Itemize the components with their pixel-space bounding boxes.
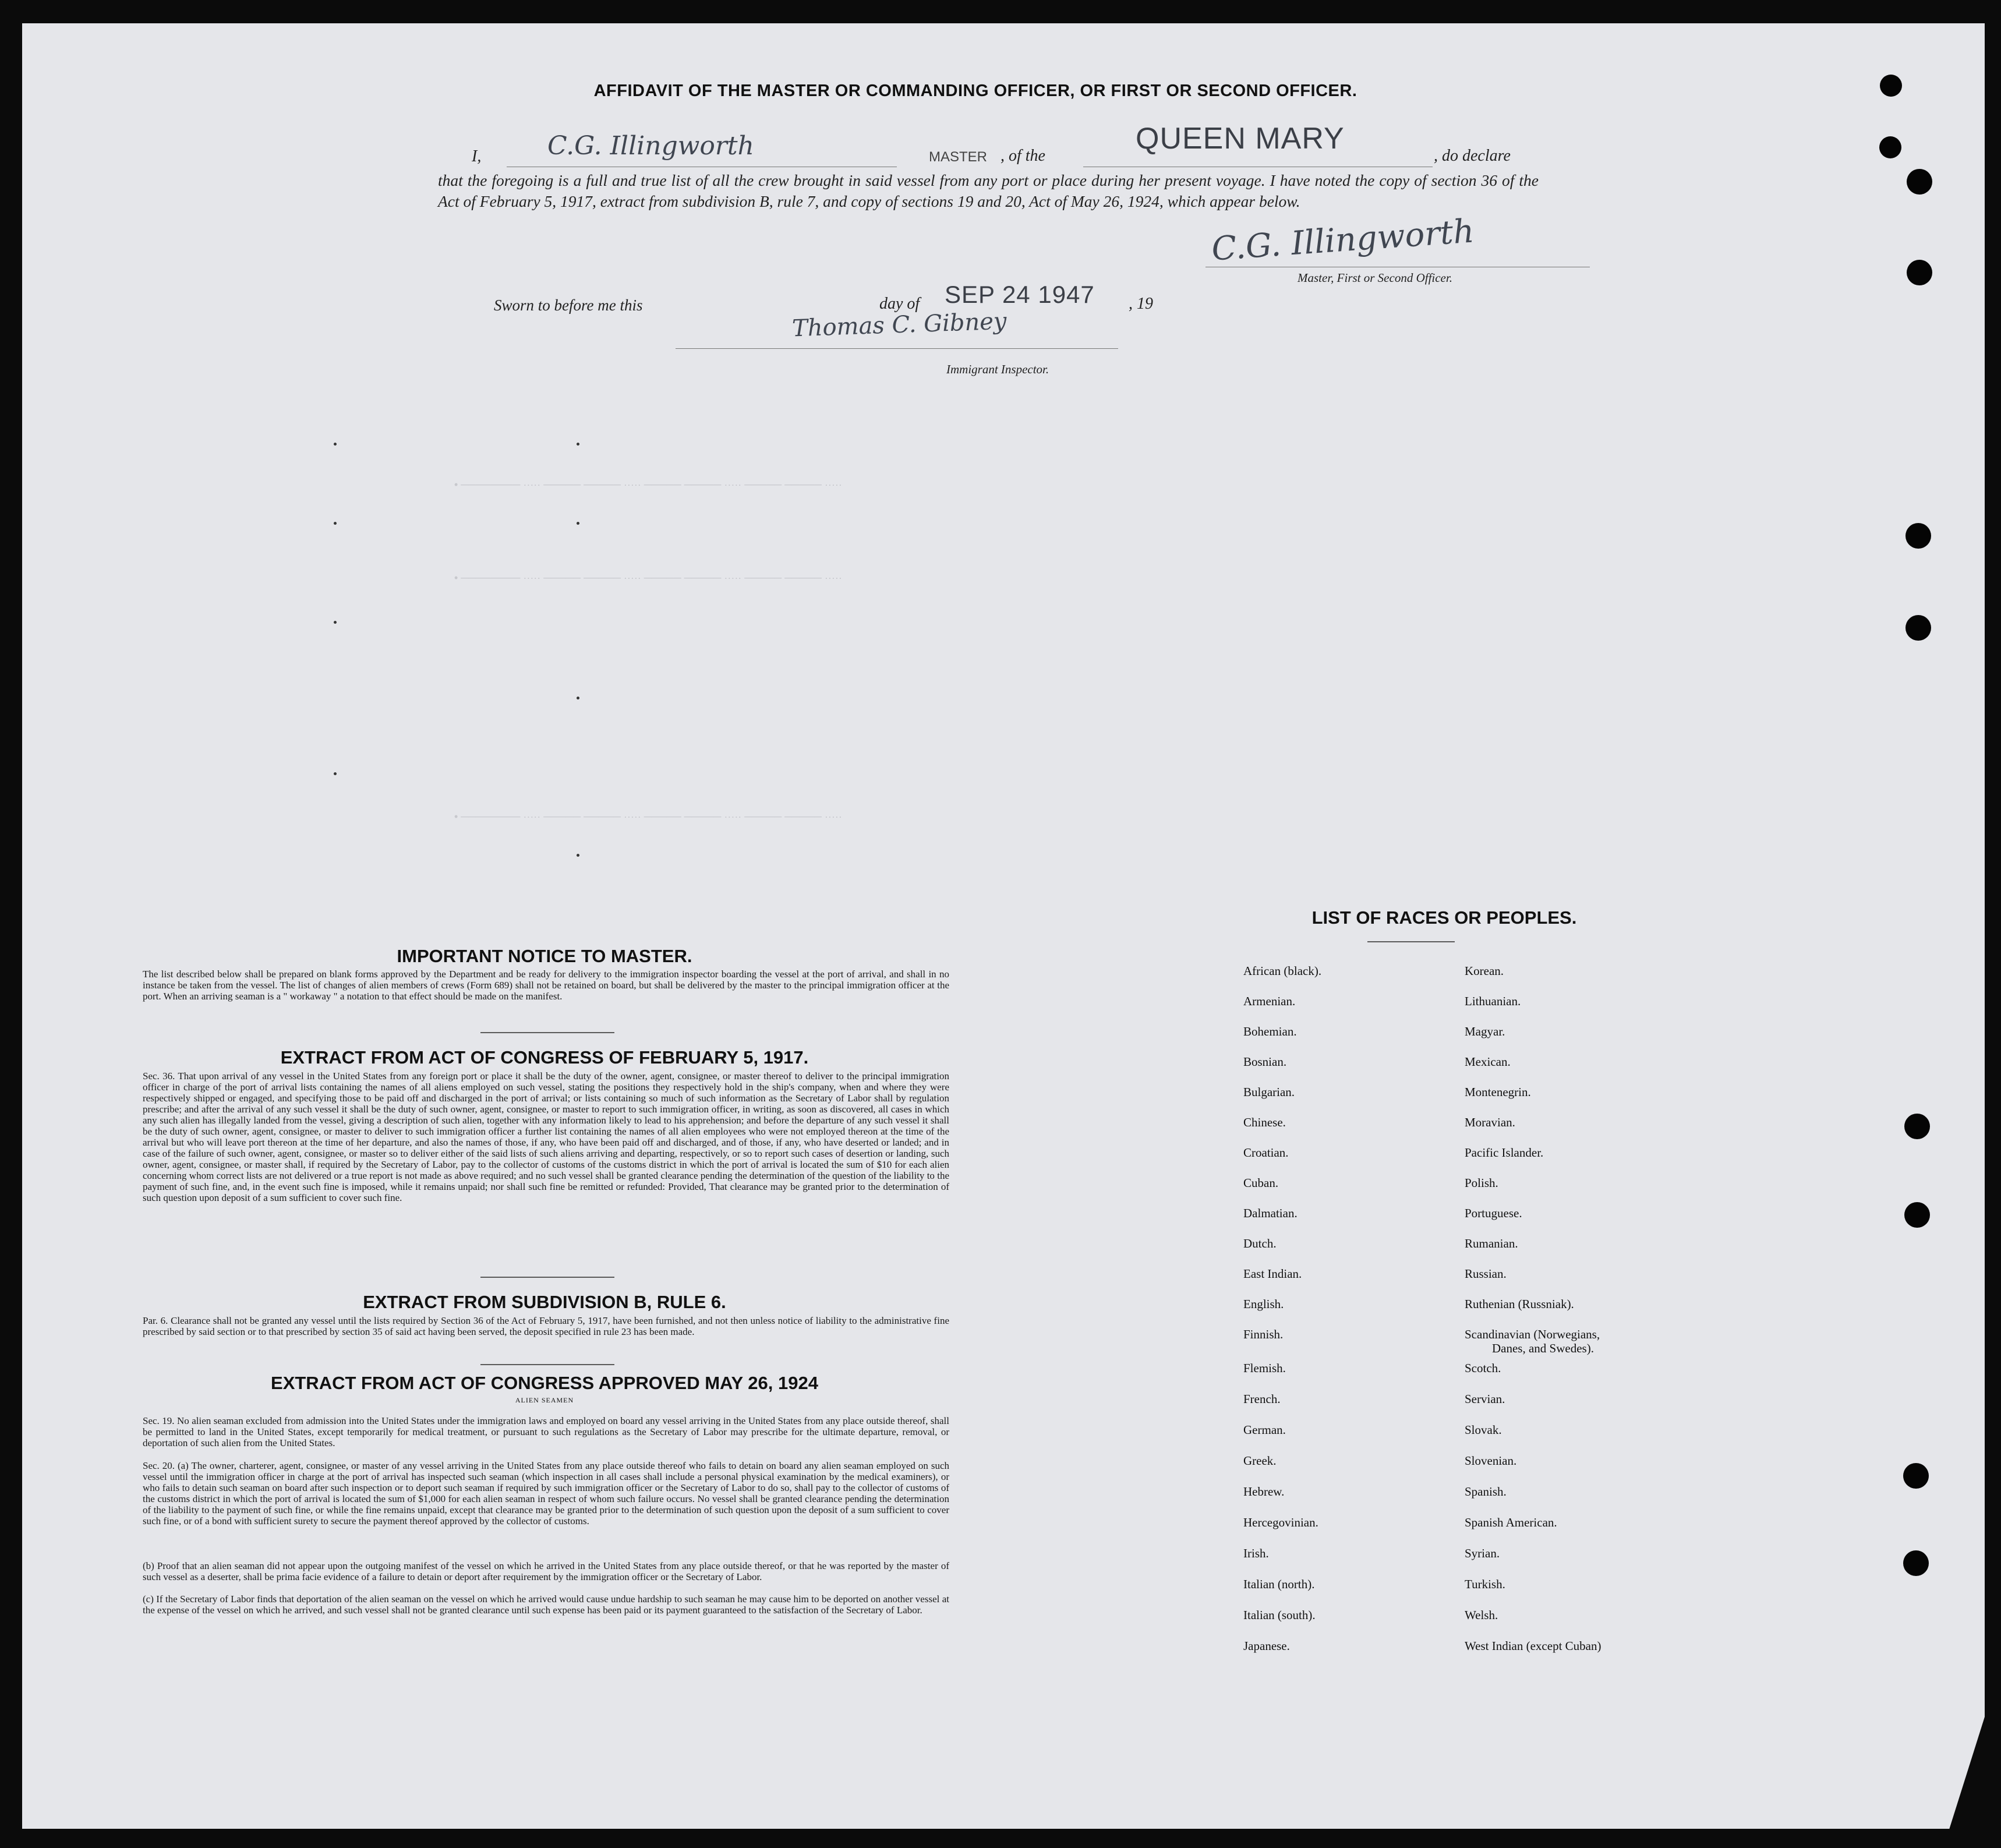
- inspector-caption: Immigrant Inspector.: [946, 362, 1049, 376]
- inspector-signature: Thomas C. Gibney: [791, 308, 1007, 342]
- race-item: Irish.: [1243, 1546, 1269, 1560]
- faint-mark: [334, 443, 337, 446]
- faint-mark: [577, 522, 579, 525]
- faint-mark: [334, 621, 337, 624]
- race-item: German.: [1243, 1423, 1286, 1437]
- race-item: Korean.: [1465, 964, 1504, 978]
- divider: [480, 1277, 614, 1278]
- race-item: Flemish.: [1243, 1361, 1286, 1375]
- master-name-handwritten: C.G. Illingworth: [547, 131, 754, 161]
- race-item: Slovenian.: [1465, 1454, 1517, 1468]
- race-item: Moravian.: [1465, 1115, 1515, 1129]
- faint-mark: [334, 772, 337, 775]
- of-the-label: , of the: [1000, 147, 1045, 165]
- race-item: Spanish American.: [1465, 1515, 1557, 1529]
- notice-body: The list described below shall be prepared on blank forms approved by the Department and be ready for delivery to the immigration inspector boarding the vessel at the port of arrival, and shall in no instance be taken from the vessel. The list of changes of alien members of crews (Form 689) shall not be retained on board, but shall be delivered by the master to the principal immigration officer at the port. When an arriving seaman is a " workaway " a notation to that effect should be made on the manifest.: [143, 969, 949, 1002]
- bleed-through-text: • ──────── ····· ───── ───── ····· ───── ───── ····· ───── ───── ·····: [454, 572, 842, 584]
- race-item: Italian (north).: [1243, 1577, 1315, 1591]
- year-prefix: , 19: [1129, 295, 1153, 313]
- punch-hole: [1904, 1114, 1930, 1139]
- race-item: Pacific Islander.: [1465, 1146, 1544, 1160]
- punch-hole: [1903, 1550, 1929, 1576]
- race-item: African (black).: [1243, 964, 1322, 978]
- race-item: West Indian (except Cuban): [1465, 1639, 1601, 1653]
- race-item: English.: [1243, 1297, 1284, 1311]
- extract-1917-title: EXTRACT FROM ACT OF CONGRESS OF FEBRUARY 5, 1917.: [280, 1047, 809, 1068]
- notice-title: IMPORTANT NOTICE TO MASTER.: [397, 946, 692, 966]
- race-item: Rumanian.: [1465, 1236, 1518, 1250]
- race-item: Greek.: [1243, 1454, 1277, 1468]
- extract-1917-body: Sec. 36. That upon arrival of any vessel in the United States from any foreign port or place it shall be the duty of the owner, agent, consignee, or master thereof to deliver to the principal immigration officer in charge of the port of arrival lists containing the names of all aliens employed on such vessel, stating the positions they respectively hold in the ship's company, when and where they were respectively shipped or engaged, and specifying those to be paid off and discharged in the port of arrival; or lists containing so much of such information as the Secretary of Labor shall by regulation prescribe; and after the arrival of any such vessel it shall be the duty of such owner, agent, consignee, or master to report to such immigration officer, in writing, as soon as discovered, all cases in which any such alien has illegally landed from the vessel, giving a description of such alien, together with any information likely to lead to his apprehension; and before the departure of any such vessel it shall be the duty of such owner, agent, consignee, or master to deliver to such immigration officer a further list containing the names of all alien employees who were not employed thereon at the time of the arrival but who will leave port thereon at the time of her departure, and also the names of those, if any, who have been paid off and discharged, and of those, if any, who have deserted or landed; and in case of the failure of such owner, agent, consignee, or master so to deliver either of the said lists of such aliens arriving and departing, respectively, or so to report such cases of desertion or landing, such owner, agent, consignee, or master shall, if required by the Secretary of Labor, pay to the collector of customs of the customs district in which the port of arrival is located the sum of $10 for each alien concerning whom correct lists are not delivered or a true report is not made as above required; and no such vessel shall be granted clearance pending the determination of the question of the liability to the payment of such fine, and, in the event such fine is imposed, while it remains unpaid; nor shall such fine be remitted or refunded: Provided, That clearance may be granted prior to the determination of such question upon deposit of a sum sufficient to cover such fine.: [143, 1070, 949, 1203]
- race-item: Welsh.: [1465, 1608, 1498, 1622]
- race-item: Hebrew.: [1243, 1485, 1285, 1499]
- sec-19-text: Sec. 19. No alien seaman excluded from admission into the United States under the immigration laws and employed on board any vessel arriving in the United States from any place outside thereof, shall be permitted to land in the United States, except temporarily for medical treatment, or pursuant to such regulations as the Secretary of Labor may prescribe for the ultimate departure, removal, or deportation of such alien from the United States.: [143, 1415, 949, 1448]
- faint-mark: [577, 697, 579, 699]
- race-item: Russian.: [1465, 1267, 1507, 1281]
- bleed-through-text: • ──────── ····· ───── ───── ····· ───── ───── ····· ───── ───── ·····: [454, 811, 842, 822]
- race-item-continuation: Danes, and Swedes).: [1492, 1341, 1594, 1355]
- race-item: Syrian.: [1465, 1546, 1500, 1560]
- sec-20a-text: Sec. 20. (a) The owner, charterer, agent, consignee, or master of any vessel arriving in the United States from any place outside thereof who fails to detain on board any alien seaman employed on such vessel until the immigration officer in charge at the port of arrival has inspected such seaman (which inspection in all cases shall include a personal physical examination by the medical examiners), or who fails to detain such seaman on board after such inspection or to deport such seaman if required by such immigration officer or the Secretary of Labor to do so, shall pay to the collector of customs of the customs district in which the port of arrival is located the sum of $1,000 for each alien seaman in respect of whom such failure occurs. No vessel shall be granted clearance pending the determination of the liability to the payment of such fine, or while the fine remains unpaid, except that clearance may be granted prior to the determination of such question upon the deposit of a sum sufficient to cover such fine, or of a bond with sufficient surety to secure the payment thereof approved by the collector of customs.: [143, 1460, 949, 1527]
- affidavit-i: I,: [472, 147, 482, 165]
- race-item: Japanese.: [1243, 1639, 1290, 1653]
- bleed-through-text: • ──────── ····· ───── ───── ····· ───── ───── ····· ───── ───── ·····: [454, 479, 842, 490]
- race-item: Spanish.: [1465, 1485, 1507, 1499]
- declaration-text: that the foregoing is a full and true list of all the crew brought in said vessel from any port or place during her present voyage. I have noted the copy of section 36 of the Act of February 5, 1917, extract from subdivision B, rule 7, and copy of sections 19 and 20, Act of May 26, 1924, which appear below.: [438, 171, 1539, 210]
- faint-mark: [577, 443, 579, 446]
- punch-hole: [1905, 615, 1931, 641]
- race-item: Bulgarian.: [1243, 1085, 1295, 1099]
- race-item: Portuguese.: [1465, 1206, 1522, 1220]
- sworn-text: Sworn to before me this: [494, 296, 643, 314]
- divider: [480, 1032, 614, 1033]
- race-item: Scandinavian (Norwegians,: [1465, 1327, 1600, 1341]
- master-label: MASTER: [929, 149, 988, 165]
- sec-20c-text: (c) If the Secretary of Labor finds that deportation of the alien seaman on the vessel on which he arrived would cause undue hardship to such seaman he may cause him to be deported on another vessel at the expense of the vessel on which he arrived, and such vessel shall not be granted clearance until such expense has been paid or its payment guaranteed to the satisfaction of the Secretary of Labor.: [143, 1593, 949, 1616]
- punch-hole: [1879, 136, 1901, 158]
- race-item: Hercegovinian.: [1243, 1515, 1318, 1529]
- faint-mark: [334, 522, 337, 525]
- race-item: Dalmatian.: [1243, 1206, 1298, 1220]
- affidavit-title: AFFIDAVIT OF THE MASTER OR COMMANDING OFFICER, OR FIRST OR SECOND OFFICER.: [593, 82, 1357, 100]
- race-item: Cuban.: [1243, 1176, 1279, 1190]
- race-item: French.: [1243, 1392, 1281, 1406]
- date-stamp: SEP 24 1947: [945, 281, 1095, 308]
- day-of-label: day of: [879, 295, 920, 313]
- punch-hole: [1903, 1463, 1929, 1489]
- inspector-line: [676, 348, 1118, 349]
- punch-hole: [1880, 75, 1902, 97]
- do-declare-label: , do declare: [1434, 147, 1511, 165]
- race-item: Magyar.: [1465, 1024, 1505, 1038]
- race-item: Ruthenian (Russniak).: [1465, 1297, 1574, 1311]
- punch-hole: [1907, 169, 1932, 195]
- subdivision-b-title: EXTRACT FROM SUBDIVISION B, RULE 6.: [363, 1292, 726, 1312]
- race-item: Turkish.: [1465, 1577, 1505, 1591]
- races-title: LIST OF RACES OR PEOPLES.: [1311, 907, 1577, 928]
- races-title-rule: [1367, 941, 1455, 942]
- subdivision-b-body: Par. 6. Clearance shall not be granted any vessel until the lists required by Section 36 of the Act of February 5, 1917, have been furnished, and not then unless notice of liability to the administrative fine prescribed by said section or to that prescribed by section 35 of said act having been served, the deposit specified in rule 23 has been made.: [143, 1315, 949, 1337]
- extract-1924-title: EXTRACT FROM ACT OF CONGRESS APPROVED MAY 26, 1924: [271, 1373, 818, 1393]
- punch-hole: [1907, 260, 1932, 285]
- sec-20b-text: (b) Proof that an alien seaman did not appear upon the outgoing manifest of the vessel on which he arrived in the United States from any place outside thereof, or that he was reported by the master of such vessel as a deserter, shall be prima facie evidence of a failure to detain or deport after requirement by the immigration officer or the Secretary of Labor.: [143, 1560, 949, 1582]
- divider: [480, 1364, 614, 1365]
- punch-hole: [1904, 1202, 1930, 1228]
- race-item: Servian.: [1465, 1392, 1505, 1406]
- race-item: Armenian.: [1243, 994, 1296, 1008]
- vessel-name-stamp: QUEEN MARY: [1136, 122, 1345, 156]
- master-signature: C.G. Illingworth: [1210, 212, 1476, 268]
- race-item: Polish.: [1465, 1176, 1498, 1190]
- faint-mark: [577, 854, 579, 857]
- race-item: Croatian.: [1243, 1146, 1289, 1160]
- race-item: East Indian.: [1243, 1267, 1302, 1281]
- race-item: Chinese.: [1243, 1115, 1286, 1129]
- race-item: Scotch.: [1465, 1361, 1501, 1375]
- race-item: Slovak.: [1465, 1423, 1502, 1437]
- race-item: Finnish.: [1243, 1327, 1284, 1341]
- race-item: Dutch.: [1243, 1236, 1277, 1250]
- race-item: Montenegrin.: [1465, 1085, 1531, 1099]
- race-item: Mexican.: [1465, 1055, 1511, 1069]
- race-item: Lithuanian.: [1465, 994, 1521, 1008]
- race-item: Italian (south).: [1243, 1608, 1316, 1622]
- race-item: Bohemian.: [1243, 1024, 1297, 1038]
- signature-caption: Master, First or Second Officer.: [1298, 271, 1452, 285]
- extract-1924-subtitle: ALIEN SEAMEN: [515, 1396, 574, 1404]
- punch-hole: [1905, 523, 1931, 549]
- race-item: Bosnian.: [1243, 1055, 1287, 1069]
